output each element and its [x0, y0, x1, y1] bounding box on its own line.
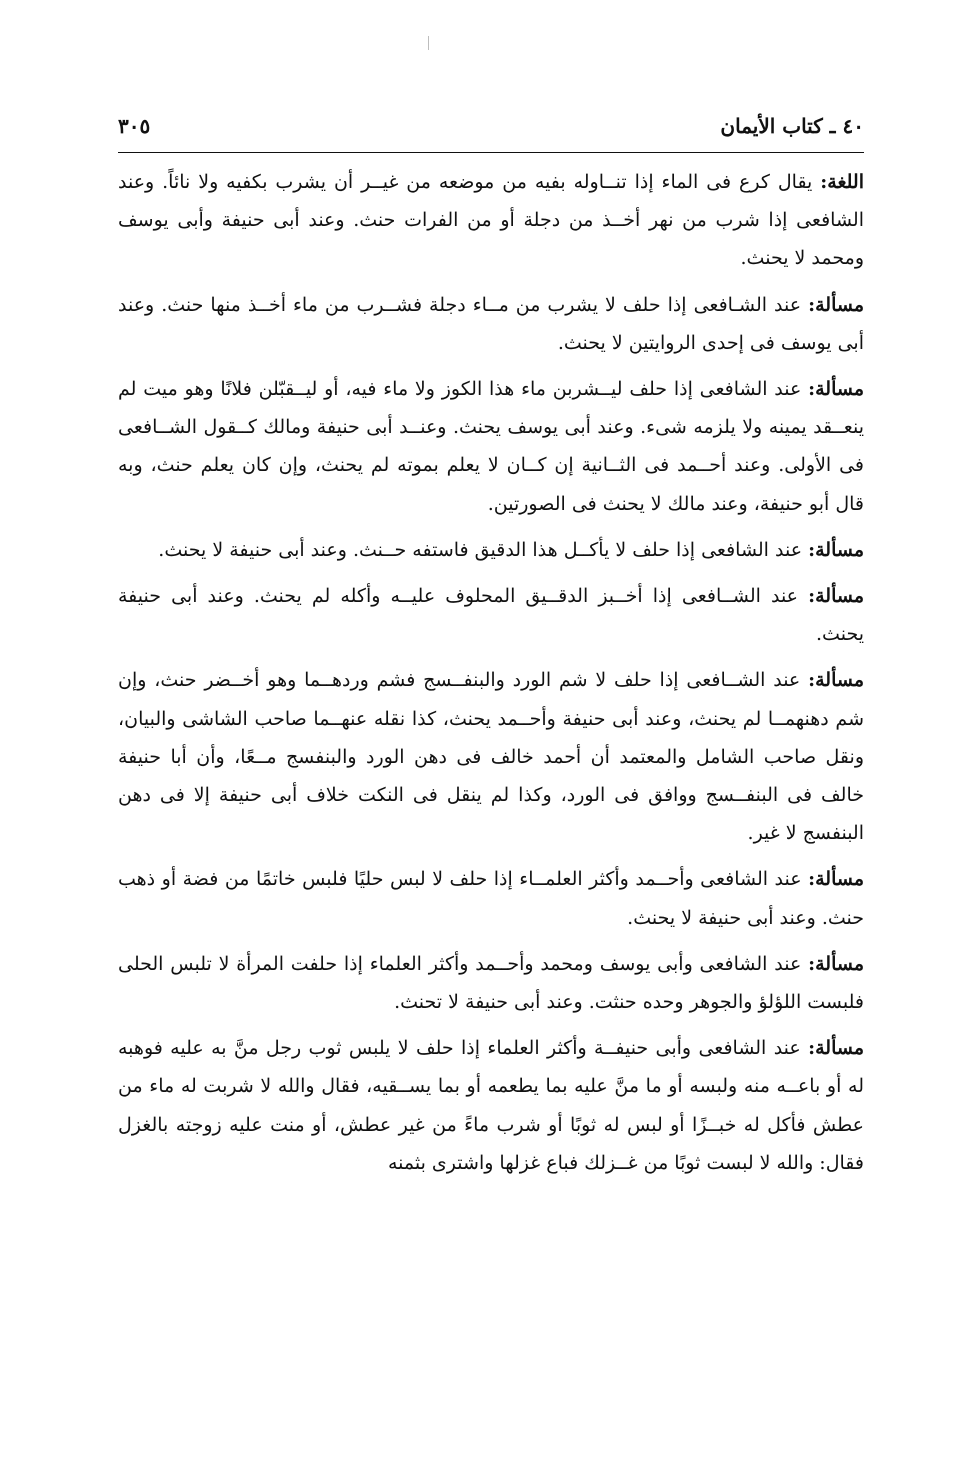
paragraph	[118, 163, 864, 278]
paragraph-text: عند الشـافعى إذا حلف لا يشرب من مــاء دجلة فشــرب من ماء أخــذ منها حنث. وعند أبى يوسف فى إحدى الروايتين لا يحنث.	[118, 293, 864, 354]
paragraph-lead: مسألة:	[808, 378, 864, 401]
paragraph-text: عند الشــافعى إذا حلف لا شم الورد والبنفــسج فشم وردهــما وهو أخــضر حنث، وإن شم دهنهمــا لم يحنث، وعند أبى حنيفة وأحــمد يحنث، كذا نقله عنهــما صاحب الشاشى والبيان، ونقل صاحب الشامل والمعتمد أن أحمد خالف فى دهن الورد والبنفسج مــعًا، وأن أبا حنيفة خالف فى البنفــسج ووافق فى الورد، وكذا لم ينقل فى النكت خلاف أبى حنيفة إلا فى دهن البنفسج لا غير.	[118, 669, 864, 845]
scan-mark	[428, 36, 429, 50]
running-header	[118, 114, 864, 150]
book-page	[118, 114, 864, 1190]
paragraph-text: عند الشافعى إذا حلف لا يأكــل هذا الدقيق فاستفه حــنث. وعند أبى حنيفة لا يحنث.	[158, 538, 809, 561]
paragraph	[118, 531, 864, 569]
paragraph-text: يقال كرع فى الماء إذا تنــاوله بفيه من موضعه من غيــر أن يشرب بكفيه ولا نائاً. وعند الشافعى إذا شرب من نهر أخــذ من دجلة أو من الفرات حنث. وعند أبى حنيفة وأبى يوسف ومحمد لا يحنث.	[118, 171, 864, 270]
paragraph-lead: اللغة:	[820, 171, 864, 193]
paragraph	[118, 577, 864, 653]
paragraph	[118, 370, 864, 523]
paragraph	[118, 286, 864, 362]
paragraph-lead: مسألة:	[808, 669, 864, 692]
chapter-title: ٤٠ ـ كتاب الأيمان	[720, 114, 864, 138]
paragraph	[118, 860, 864, 936]
page-body	[118, 163, 864, 1182]
paragraph-lead: مسألة:	[808, 585, 864, 608]
paragraph-lead: مسألة:	[808, 1037, 864, 1060]
paragraph-text: عند الشافعى وأبى حنيفــة وأكثر العلماء إذا حلف لا يلبس ثوب رجل منَّ به عليه فوهبه له أو باعــه منه ولبسه أو ما منَّ عليه بما يطعمه أو بما يســقيه، فقال والله لا شربت له ماء من عطش فأكل له خبــزًا أو لبس له ثوبًا أو شرب ماءً من غير عطش، أو منت عليه زوجته بالغزل فقال: والله لا لبست ثوبًا من غــزلك فباع غزلها واشترى بثمنه	[118, 1037, 864, 1174]
paragraph	[118, 661, 864, 852]
paragraph	[118, 1029, 864, 1182]
paragraph-text: عند الشــافعى إذا أخــبز الدقــيق المحلوف عليــه وأكله لم يحنث. وعند أبى حنيفة يحنث.	[118, 585, 864, 646]
paragraph-lead: مسألة:	[808, 293, 864, 316]
paragraph-lead: مسألة:	[808, 868, 864, 891]
paragraph	[118, 945, 864, 1021]
paragraph-text: عند الشافعى إذا حلف ليــشربن ماء هذا الكوز ولا ماء فيه، أو ليــقبّلن فلانًا وهو ميت لم ينعــقد يمينه ولا يلزمه شىء. وعند أبى يوسف يحنث. وعنــد أبى حنيفة ومالك كــقول الشــافعى فى الأولى. وعند أحــمد فى الثــانية إن كــان لا يعلم بموته لم يحنث، وإن كان يعلم حنث، وبه قال أبو حنيفة، وعند مالك لا يحنث فى الصورتين.	[118, 378, 864, 515]
page-number: ٣٠٥	[118, 114, 151, 138]
paragraph-text: عند الشافعى وأحــمد وأكثر العلمــاء إذا حلف لا لبس حليًا فلبس خاتمًا من فضة أو ذهب حنث. وعند أبى حنيفة لا يحنث.	[118, 868, 864, 929]
header-rule	[118, 152, 864, 153]
paragraph-text: عند الشافعى وأبى يوسف ومحمد وأحــمد وأكثر العلماء إذا حلفت المرأة لا تلبس الحلى فلبست اللؤلؤ والجوهر وحده حنثت. وعند أبى حنيفة لا تحنث.	[118, 952, 864, 1014]
paragraph-lead: مسألة:	[808, 538, 864, 561]
paragraph-lead: مسألة:	[808, 952, 864, 975]
